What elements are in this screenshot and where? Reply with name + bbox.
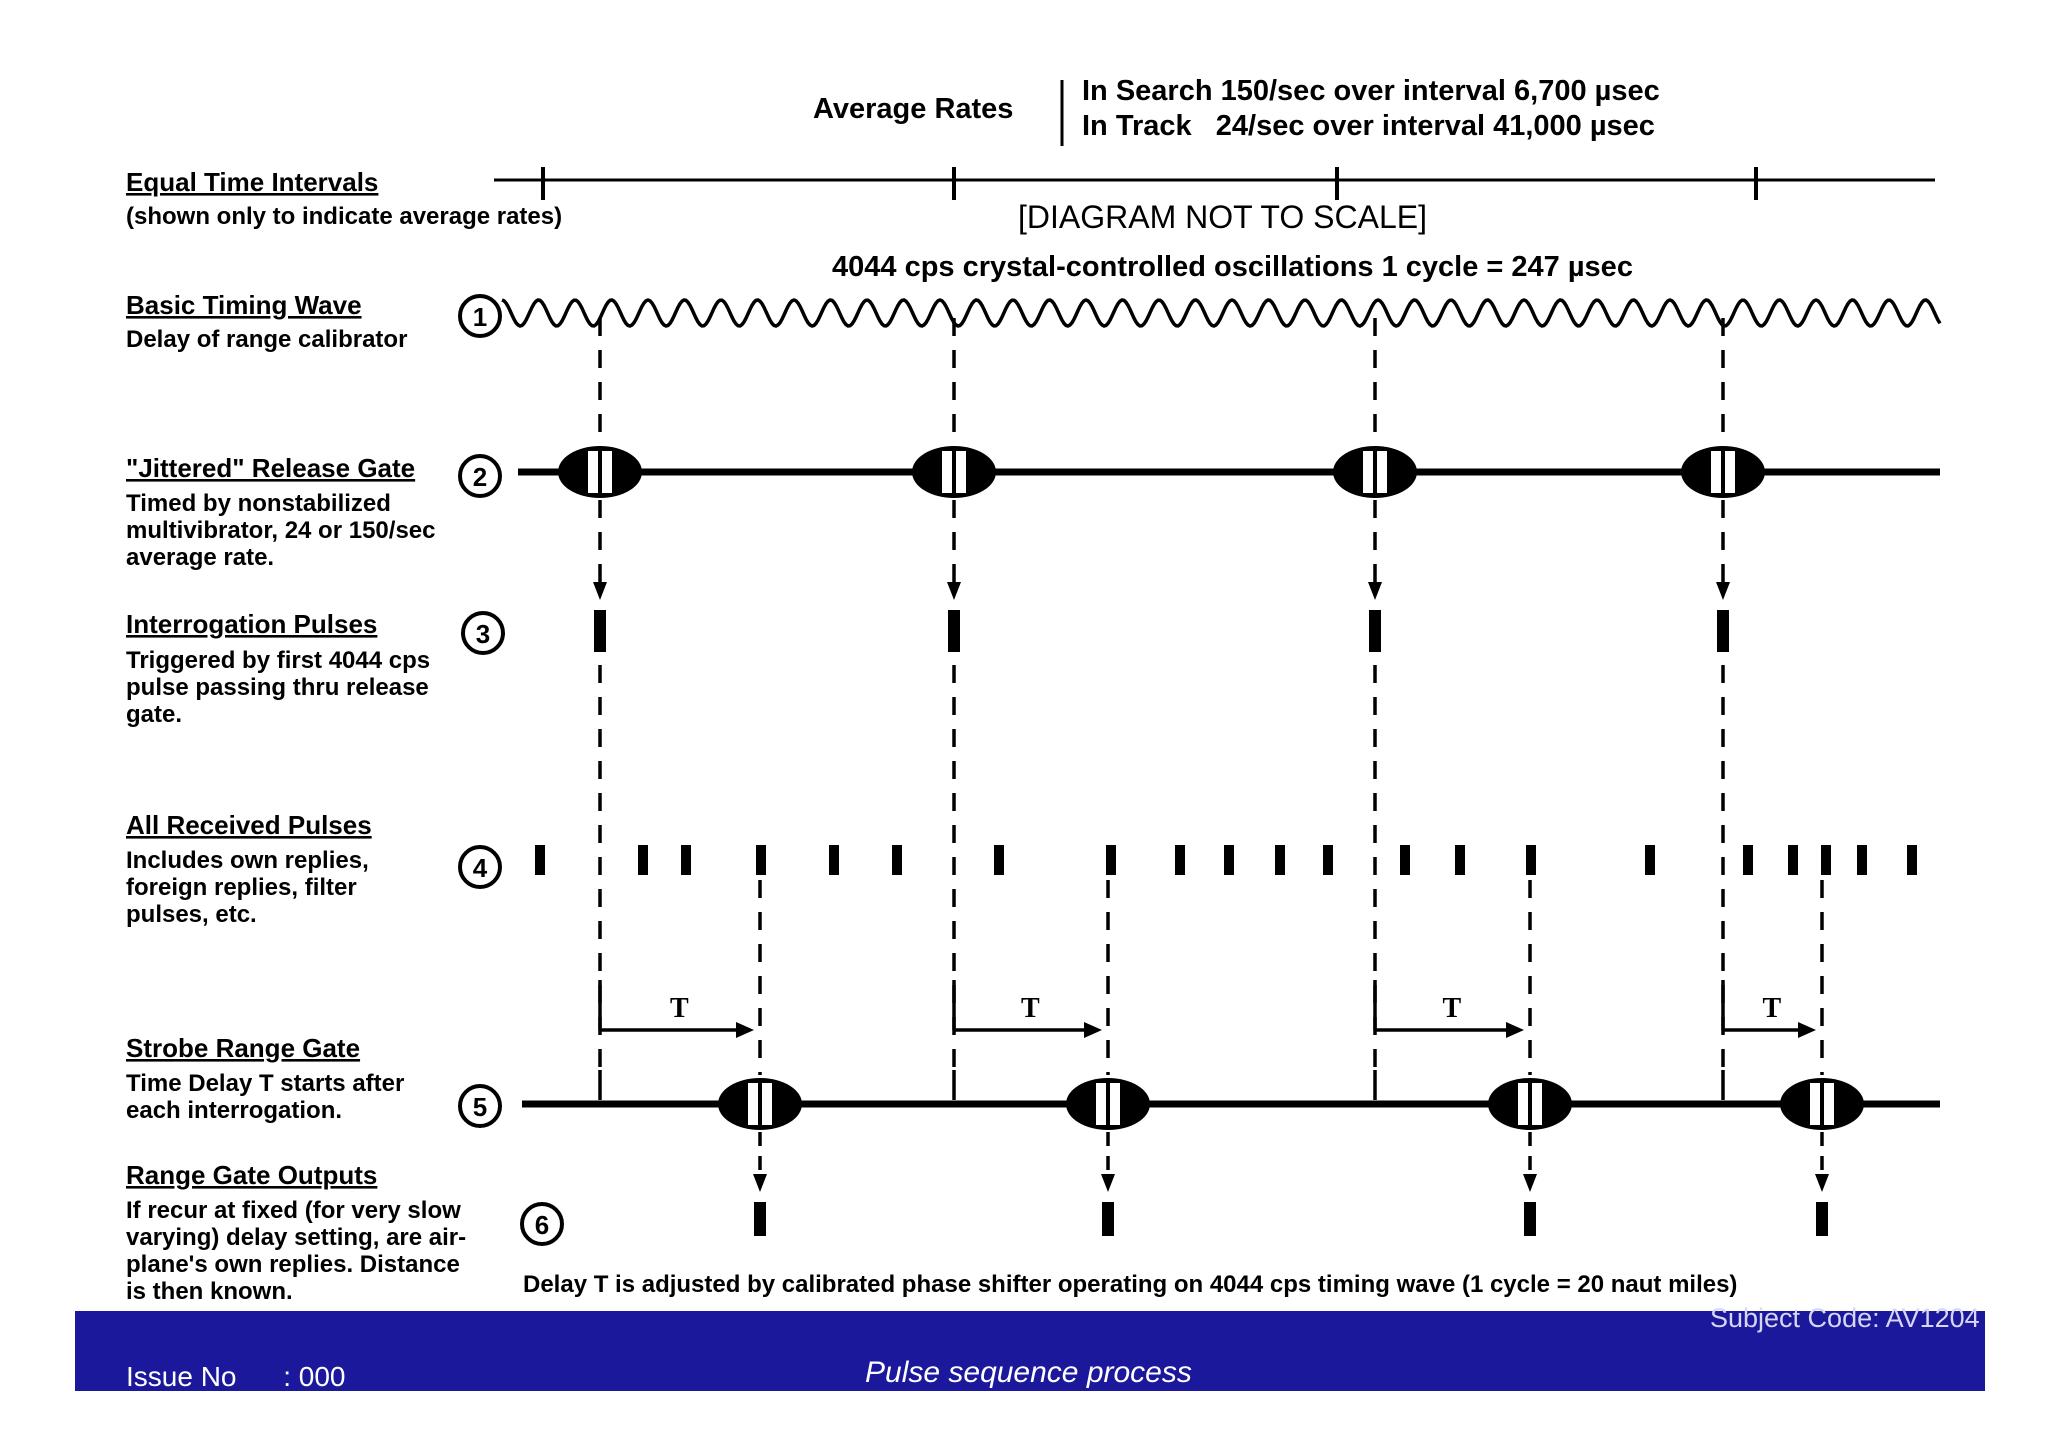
row-6-desc: is then known.: [126, 1278, 293, 1305]
delay-t-label: T: [1442, 993, 1462, 1024]
row-5-title: Strobe Range Gate: [126, 1033, 361, 1063]
range-gate-output: [754, 1202, 766, 1236]
release-gate: [1681, 446, 1765, 498]
received-pulse: [1175, 845, 1185, 875]
down-arrow: [947, 582, 961, 600]
subject-code: Subject Code: AV1204: [1710, 1303, 1980, 1333]
equal-intervals-title: Equal Time Intervals: [126, 167, 379, 197]
track-rate-text: In Track 24/sec over interval 41,000 µsec: [1082, 110, 1655, 142]
row-1-desc: Delay of range calibrator: [126, 326, 408, 353]
received-pulse: [892, 845, 902, 875]
down-arrow: [1523, 1174, 1537, 1192]
row-3-title: Interrogation Pulses: [126, 609, 378, 639]
row-2-title: "Jittered" Release Gate: [126, 453, 416, 483]
svg-text:2: 2: [472, 462, 488, 492]
search-rate-text: In Search 150/sec over interval 6,700 µsec: [1082, 75, 1660, 107]
row-5-desc: each interrogation.: [126, 1097, 343, 1124]
strobe-gate: [718, 1078, 802, 1130]
interrogation-pulse: [594, 610, 606, 652]
received-pulse: [829, 845, 839, 875]
row-3-desc: pulse passing thru release: [126, 674, 429, 701]
row-2-number: [460, 456, 500, 496]
delay-arrow-head: [1084, 1022, 1102, 1038]
interrogation-pulse: [1369, 610, 1381, 652]
strobe-gate: [1066, 1078, 1150, 1130]
issue-number: [126, 1361, 345, 1393]
received-pulse: [1645, 845, 1655, 875]
down-arrow: [1368, 582, 1382, 600]
received-pulse: [1788, 845, 1798, 875]
average-rates-label: Average Rates: [813, 93, 1014, 125]
down-arrow: [753, 1174, 767, 1192]
release-gate: [912, 446, 996, 498]
row-4-title: All Received Pulses: [126, 810, 372, 840]
received-pulse: [994, 845, 1004, 875]
received-pulse: [1224, 845, 1234, 875]
release-gate: [1333, 446, 1417, 498]
down-arrow: [1101, 1174, 1115, 1192]
row-6-desc: plane's own replies. Distance: [126, 1251, 460, 1278]
row-4-desc: Includes own replies,: [126, 847, 369, 874]
row-2-desc: multivibrator, 24 or 150/sec: [126, 517, 436, 544]
range-gate-output: [1524, 1202, 1536, 1236]
equal-intervals-note: (shown only to indicate average rates): [126, 203, 563, 230]
row-1-number: [460, 296, 500, 336]
delay-t-label: T: [1762, 993, 1782, 1024]
received-pulse: [1275, 845, 1285, 875]
received-pulse: [1743, 845, 1753, 875]
received-pulse: [1907, 845, 1917, 875]
range-gate-output: [1816, 1202, 1828, 1236]
delay-arrow-head: [736, 1022, 754, 1038]
row-5-number: [460, 1086, 500, 1126]
strobe-gate: [1780, 1078, 1864, 1130]
down-arrow: [1815, 1174, 1829, 1192]
row-6-number: [522, 1204, 562, 1244]
svg-text:6: 6: [534, 1210, 550, 1240]
down-arrow: [593, 582, 607, 600]
received-pulse: [756, 845, 766, 875]
received-pulse: [1400, 845, 1410, 875]
row-6-desc: varying) delay setting, are air-: [126, 1224, 467, 1251]
row-3-desc: Triggered by first 4044 cps: [126, 647, 431, 674]
row-2-desc: average rate.: [126, 544, 275, 571]
received-pulse: [1857, 845, 1867, 875]
row-4-number: [460, 847, 500, 887]
svg-text:1: 1: [472, 302, 488, 332]
svg-text:3: 3: [475, 619, 491, 649]
received-pulse: [535, 845, 545, 875]
release-gate: [558, 446, 642, 498]
not-to-scale-note: [DIAGRAM NOT TO SCALE]: [1018, 199, 1427, 235]
row-1-title: Basic Timing Wave: [126, 290, 362, 320]
row-4-desc: pulses, etc.: [126, 901, 257, 928]
delay-t-label: T: [670, 993, 689, 1024]
row-6-title: Range Gate Outputs: [126, 1160, 378, 1190]
delay-t-label: T: [1021, 993, 1040, 1024]
row-4-desc: foreign replies, filter: [126, 874, 357, 901]
svg-text:5: 5: [472, 1092, 488, 1122]
issue-value: : 000: [283, 1361, 346, 1392]
strobe-gate: [1488, 1078, 1572, 1130]
received-pulse: [1526, 845, 1536, 875]
interrogation-pulse: [1717, 610, 1729, 652]
received-pulse: [1821, 845, 1831, 875]
interrogation-pulse: [948, 610, 960, 652]
row-5-desc: Time Delay T starts after: [126, 1070, 405, 1097]
row-3-desc: gate.: [126, 701, 183, 728]
issue-label: Issue No: [126, 1361, 237, 1392]
footer-title: Pulse sequence process: [865, 1356, 1192, 1389]
row-2-desc: Timed by nonstabilized: [126, 490, 391, 517]
received-pulse: [1106, 845, 1116, 875]
delay-arrow-head: [1506, 1022, 1524, 1038]
range-gate-output: [1102, 1202, 1114, 1236]
row-labels: [126, 290, 466, 1305]
delay-arrow-head: [1798, 1022, 1816, 1038]
received-pulse: [1455, 845, 1465, 875]
received-pulse: [681, 845, 691, 875]
down-arrow: [1716, 582, 1730, 600]
received-pulse: [638, 845, 648, 875]
footer-bar: [75, 1303, 1985, 1392]
row-6-desc: If recur at fixed (for very slow: [126, 1197, 461, 1224]
svg-text:4: 4: [472, 853, 488, 883]
row-3-number: [463, 613, 503, 653]
oscillation-note: 4044 cps crystal-controlled oscillations 1 cycle = 247 µsec: [832, 251, 1633, 283]
received-pulse: [1323, 845, 1333, 875]
bottom-note: Delay T is adjusted by calibrated phase shifter operating on 4044 cps timing wave (1 cycle = 20 naut miles): [523, 1271, 1738, 1298]
received-pulses: [535, 845, 1917, 875]
